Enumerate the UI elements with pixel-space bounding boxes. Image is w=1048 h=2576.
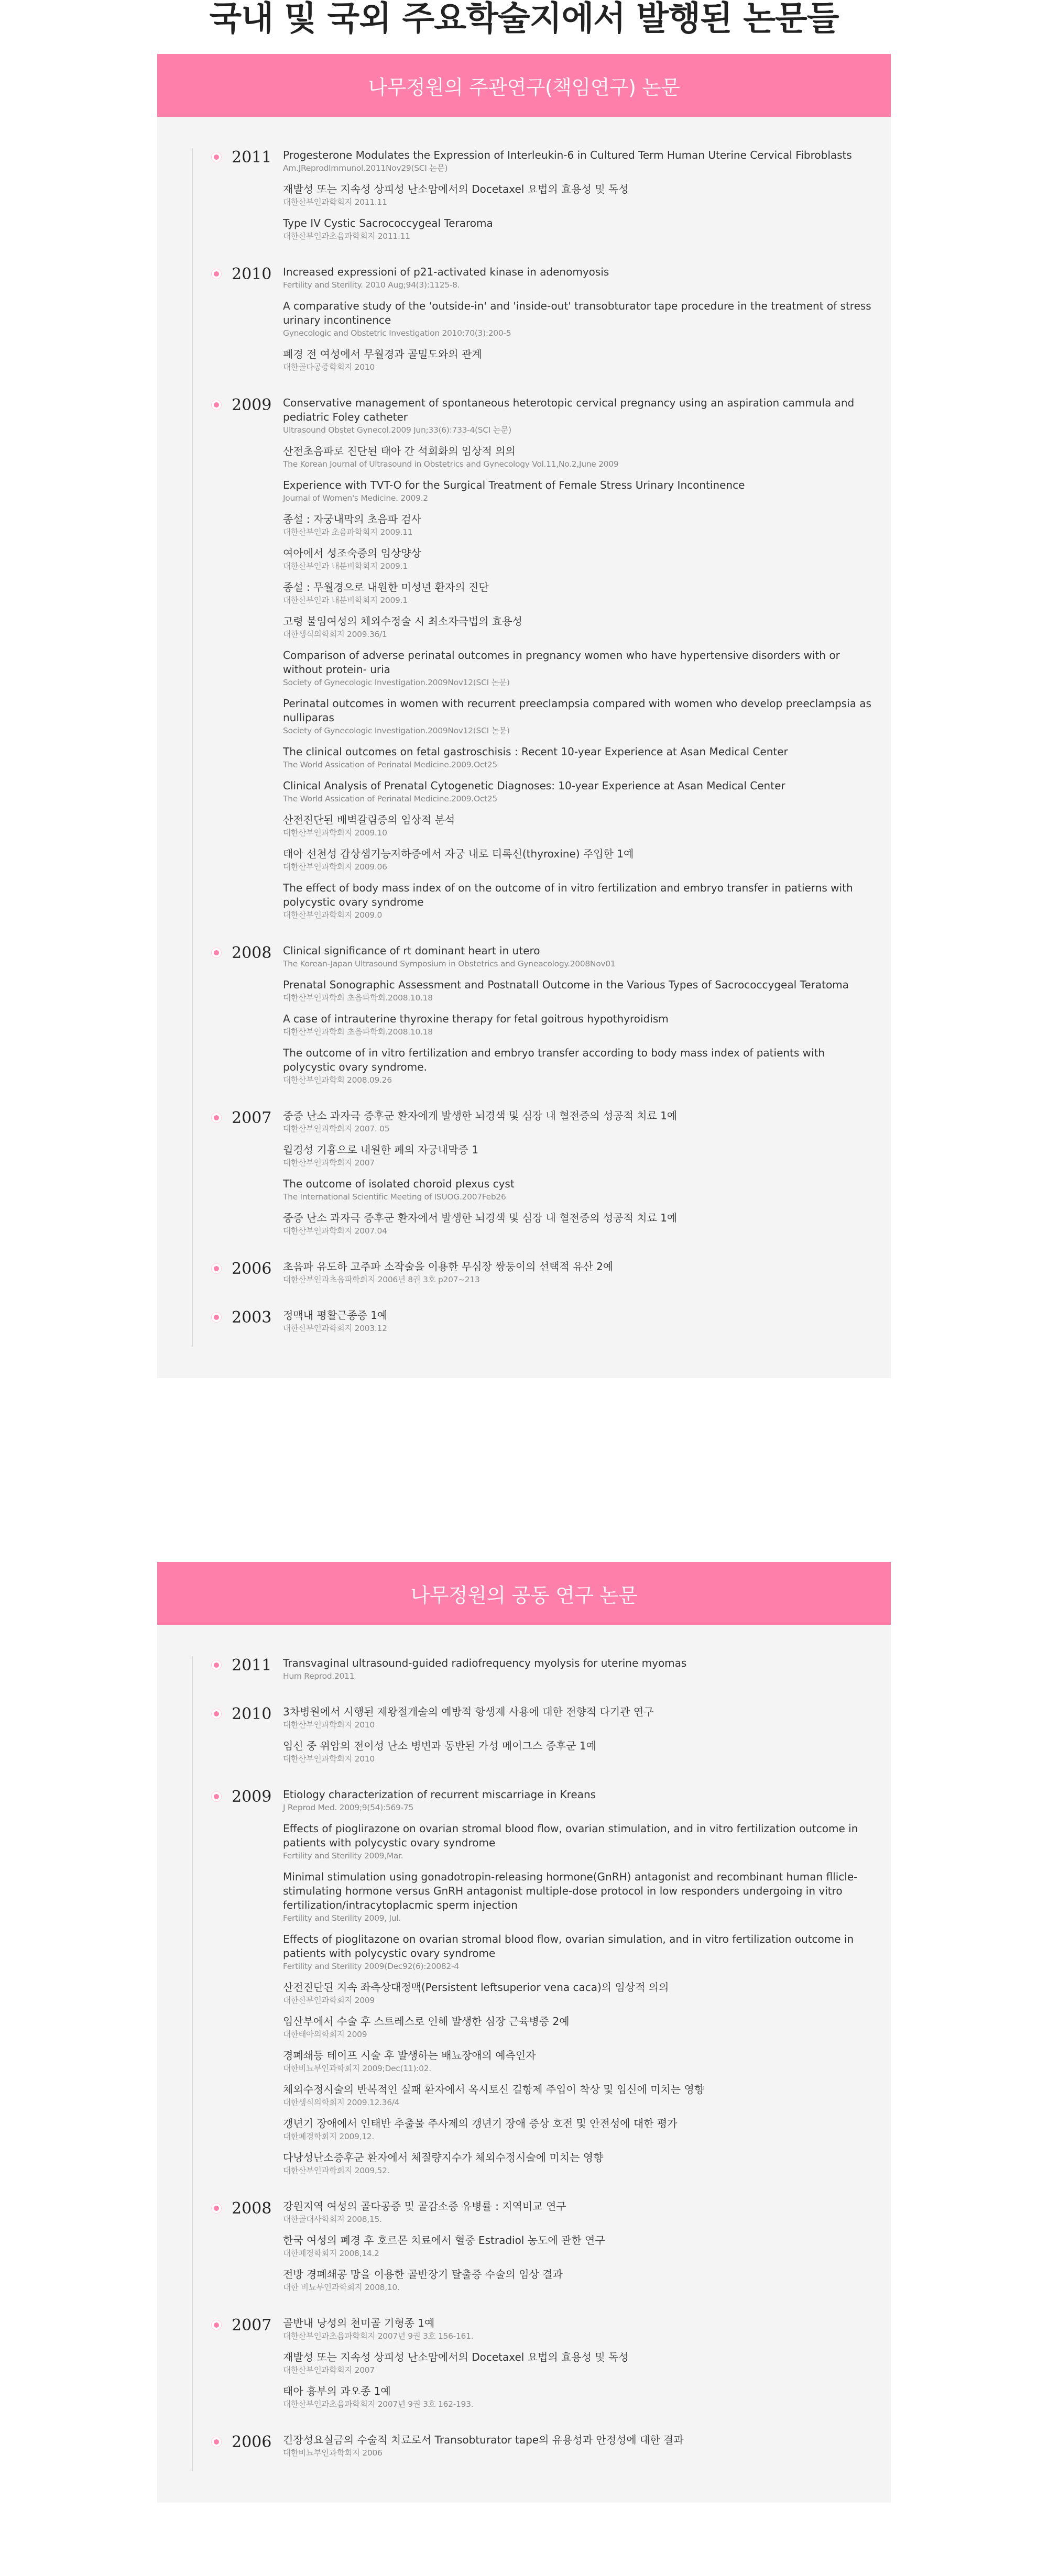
paper-item [283,745,875,770]
paper-title: 중증 난소 과자극 증후군 환자에서 발생한 뇌경색 및 심장 내 혈전증의 성공적 치료 1예 [283,1212,678,1224]
paper-source: 대한산부인과초음파학회지 2006년 8권 3호 p207~213 [283,1275,480,1284]
year-label: 2011 [232,148,272,167]
paper-source: 대한산부인과학회지 2009.0 [283,910,383,920]
paper-item [283,1870,875,1924]
paper-source: 대한산부인과학회지 2009 [283,1996,375,2005]
timeline-dot-icon [214,1315,219,1320]
year-label: 2011 [232,1656,272,1675]
paper-title: Transvaginal ultrasound-guided radiofrequency myolysis for uterine myomas [283,1657,687,1669]
paper-source: Fertility and Sterility 2009, Jul. [283,1913,401,1923]
paper-title: 전방 경폐쇄공 망을 이용한 골반장기 탈출증 수술의 임상 결과 [283,2268,563,2281]
paper-list [283,265,875,373]
year-group [157,1788,891,2176]
paper-source: 대한 비뇨부인과학회지 2008,10. [283,2283,400,2292]
year-label: 2007 [232,2316,272,2335]
paper-item [283,614,875,640]
paper-source: 대한산부인과학회 2008.09.26 [283,1075,392,1085]
paper-item [283,847,875,873]
year-group [157,1260,891,1285]
paper-item [283,1739,875,1765]
paper-item [283,1177,875,1203]
section-banner: 나무정원의 주관연구(책임연구) 논문 [157,54,891,117]
paper-item [283,2049,875,2074]
paper-source: 대한비뇨부인과학회지 2009;Dec(11):02. [283,2064,431,2073]
paper-title: 갱년기 장애에서 인태반 추출물 주사제의 갱년기 장애 증상 호전 및 안전성에 대한 평가 [283,2117,678,2130]
paper-list [283,2316,875,2410]
paper-source: 대한산부인과학회지 2010 [283,1754,375,1764]
timeline-dot-icon [214,950,219,955]
year-group [157,2433,891,2459]
year-groups [157,1656,891,2459]
paper-title: 정맥내 평활근종증 1예 [283,1309,388,1322]
paper-source: 대한산부인과학회지 2007 [283,1158,375,1168]
year-label: 2008 [232,2199,272,2218]
paper-item [283,2384,875,2410]
paper-source: Fertility and Sterility 2009(Dec92(6):20082-4 [283,1962,459,1971]
paper-source: Hum Reprod.2011 [283,1671,355,1681]
paper-item [283,2117,875,2142]
paper-title: 여아에서 성조숙증의 임상양상 [283,547,421,559]
paper-title: Clinical significance of rt dominant heart in utero [283,944,540,957]
paper-item [283,580,875,606]
paper-item [283,881,875,921]
paper-title: 폐경 전 여성에서 무월경과 골밀도와의 관계 [283,348,482,360]
paper-item [283,2083,875,2108]
year-label: 2009 [232,396,272,414]
paper-item [283,944,875,970]
paper-source: 대한산부인과 초음파학회지 2009.11 [283,527,413,537]
paper-item [283,216,875,242]
paper-source: 대한산부인과학회지 2011.11 [283,197,387,207]
year-group [157,2316,891,2410]
paper-list [283,1308,875,1334]
paper-item [283,148,875,174]
paper-source: 대한산부인과 내분비학회지 2009.1 [283,596,408,605]
paper-item [283,396,875,436]
paper-source: 대한산부인과학회 초음파학회.2008.10.18 [283,993,433,1003]
paper-title: 긴장성요실금의 수술적 치료로서 Transobturator tape의 유용성과 안정성에 대한 결과 [283,2434,684,2446]
paper-title: 산전진단된 배벽갈림증의 임상적 분석 [283,813,455,826]
paper-list [283,2199,875,2293]
year-group [157,1705,891,1765]
year-group [157,1656,891,1682]
timeline-dot-icon [214,271,219,277]
paper-item [283,299,875,339]
year-groups [157,148,891,1334]
paper-source: Gynecologic and Obstetric Investigation 2010:70(3):200-5 [283,328,511,338]
paper-item [283,2233,875,2259]
timeline-dot-icon [214,1711,219,1716]
timeline-dot-icon [214,155,219,160]
paper-item [283,1705,875,1731]
timeline [157,117,891,1378]
paper-title: Clinical Analysis of Prenatal Cytogenetic Diagnoses: 10-year Experience at Asan Medical Center [283,779,785,792]
paper-title: Perinatal outcomes in women with recurrent preeclampsia compared with women who develop preeclampsia as nulliparas [283,697,871,724]
paper-list [283,1109,875,1237]
paper-source: J Reprod Med. 2009;9(54):569-75 [283,1803,414,1812]
paper-title: Comparison of adverse perinatal outcomes in pregnancy women who have hypertensive disorders with or without protein- uria [283,649,840,676]
paper-item [283,2267,875,2293]
paper-item [283,697,875,736]
paper-title: 산전진단된 지속 좌측상대정맥(Persistent leftsuperior vena caca)의 임상적 의의 [283,1981,669,1994]
paper-title: 임산부에서 수술 후 스트레스로 인해 발생한 심장 근육병증 2예 [283,2015,570,2028]
paper-title: 체외수정시술의 반복적인 실패 환자에서 옥시토신 길항제 주입이 착상 및 임신에 미치는 영향 [283,2083,705,2096]
section-joint-research [157,1562,891,2503]
timeline-dot-icon [214,1663,219,1668]
paper-source: The International Scientific Meeting of ISUOG.2007Feb26 [283,1192,506,1202]
paper-list [283,1788,875,2176]
paper-title: 고령 불임여성의 체외수정술 시 최소자극법의 효용성 [283,615,522,628]
paper-source: 대한산부인과초음파학회지 2007년 9권 3호 162-193. [283,2399,474,2409]
paper-source: Journal of Women's Medicine. 2009.2 [283,493,428,503]
paper-source: 대한산부인과초음파학회지 2007년 9권 3호 156-161. [283,2331,474,2341]
year-label: 2010 [232,265,272,283]
paper-item [283,1788,875,1813]
timeline-dot-icon [214,402,219,408]
paper-list [283,2433,875,2459]
paper-title: 태아 흉부의 과오종 1예 [283,2385,391,2397]
year-label: 2009 [232,1788,272,1806]
paper-title: 종설 : 자궁내막의 초음파 검사 [283,513,422,525]
paper-source: The Korean Journal of Ultrasound in Obstetrics and Gynecology Vol.11,No.2,June 2009 [283,459,619,469]
paper-source: Fertility and Sterility 2009,Mar. [283,1851,403,1861]
year-group [157,944,891,1086]
paper-title: 종설 : 무월경으로 내원한 미성년 환자의 진단 [283,581,489,593]
paper-source: 대한산부인과초음파학회지 2011.11 [283,232,410,241]
paper-item [283,2433,875,2459]
paper-item [283,1822,875,1862]
paper-title: Etiology characterization of recurrent miscarriage in Kreans [283,1788,596,1801]
paper-item [283,648,875,688]
paper-title: The effect of body mass index of on the outcome of in vitro fertilization and embryo transfer in patierns with polycystic ovary syndrome [283,882,853,908]
year-label: 2007 [232,1109,272,1127]
paper-item [283,779,875,805]
paper-title: 중증 난소 과자극 증후군 환자에게 발생한 뇌경색 및 심장 내 혈전증의 성공적 치료 1예 [283,1109,678,1122]
year-group [157,1308,891,1334]
paper-item [283,2350,875,2376]
paper-item [283,265,875,291]
paper-list [283,148,875,242]
paper-title: 임신 중 위암의 전이성 난소 병변과 동반된 가성 메이그스 증후군 1예 [283,1740,596,1752]
year-label: 2008 [232,944,272,962]
paper-title: Prenatal Sonographic Assessment and Postnatall Outcome in the Various Types of Sacrococcygeal Teratoma [283,978,849,991]
paper-source: 대한산부인과학회 초음파학회.2008.10.18 [283,1027,433,1037]
paper-item [283,444,875,470]
paper-source: 대한산부인과 내분비학회지 2009.1 [283,562,408,571]
paper-source: 대한폐경학회지 2008,14.2 [283,2249,379,2258]
year-group [157,265,891,373]
paper-title: 3차병원에서 시행된 제왕절개술의 예방적 항생제 사용에 대한 전향적 다기관 연구 [283,1705,654,1718]
paper-title: 재발성 또는 지속성 상피성 난소암에서의 Docetaxel 요법의 효용성 및 독성 [283,183,629,195]
paper-title: A comparative study of the 'outside-in' and 'inside-out' transobturator tape procedure in the treatment of stress urinary incontinence [283,300,871,326]
year-label: 2006 [232,2433,272,2451]
paper-item [283,1046,875,1086]
paper-title: 경폐쇄등 테이프 시술 후 발생하는 배뇨장애의 예측인자 [283,2049,536,2062]
paper-item [283,2014,875,2040]
paper-list [283,944,875,1086]
section-banner: 나무정원의 공동 연구 논문 [157,1562,891,1625]
paper-title: 태아 선천성 갑상샘기능저하증에서 자궁 내로 티록신(thyroxine) 주입한 1예 [283,847,634,860]
paper-item [283,2316,875,2342]
timeline-dot-icon [214,2322,219,2328]
paper-source: 대한산부인과학회지 2007.04 [283,1226,387,1236]
timeline-dot-icon [214,2206,219,2211]
paper-source: 대한생식의학회지 2009.12.36/4 [283,2098,400,2107]
paper-item [283,1143,875,1169]
paper-source: 대한태아의학회지 2009 [283,2030,367,2039]
paper-source: 대한산부인과학회지 2010 [283,1720,375,1730]
paper-item [283,1012,875,1038]
paper-item [283,347,875,373]
paper-item [283,512,875,538]
paper-title: 골반내 낭성의 천미골 기형종 1예 [283,2317,435,2329]
paper-source: The Korean-Japan Ultrasound Symposium in Obstetrics and Gyneacology.2008Nov01 [283,959,616,968]
paper-title: Increased expressioni of p21-activated kinase in adenomyosis [283,266,609,278]
paper-item [283,1260,875,1285]
paper-source: 대한골대사학회지 2008,15. [283,2215,382,2224]
year-group [157,396,891,921]
paper-source: The World Assication of Perinatal Medicine.2009.Oct25 [283,760,497,769]
paper-title: Type IV Cystic Sacrococcygeal Teraroma [283,217,493,229]
paper-item [283,1211,875,1237]
paper-item [283,813,875,839]
paper-source: 대한골다공증학회지 2010 [283,362,375,372]
paper-source: 대한산부인과학회지 2009.06 [283,862,387,872]
paper-title: 재발성 또는 지속성 상피성 난소암에서의 Docetaxel 요법의 효용성 및 독성 [283,2351,629,2363]
paper-source: 대한생식의학회지 2009.36/1 [283,630,387,639]
paper-list [283,396,875,921]
paper-item [283,1980,875,2006]
paper-item [283,182,875,208]
paper-source: 대한산부인과학회지 2007. 05 [283,1124,390,1133]
paper-item [283,2151,875,2176]
year-group [157,2199,891,2293]
year-label: 2006 [232,1260,272,1278]
paper-title: 한국 여성의 폐경 후 호르몬 치료에서 혈중 Estradiol 농도에 관한 연구 [283,2234,605,2247]
paper-title: 초음파 유도하 고주파 소작술을 이용한 무심장 쌍둥이의 선택적 유산 2예 [283,1260,614,1273]
paper-title: Experience with TVT-O for the Surgical Treatment of Female Stress Urinary Incontinence [283,479,745,491]
paper-title: Conservative management of spontaneous heterotopic cervical pregnancy using an aspiration cammula and pediatric Foley catheter [283,397,855,423]
paper-title: The outcome of in vitro fertilization and embryo transfer according to body mass index of patients with polycystic ovary syndrome. [283,1047,825,1073]
paper-title: 산전초음파로 진단된 태아 간 석회화의 임상적 의의 [283,445,516,457]
paper-source: The World Assication of Perinatal Medicine.2009.Oct25 [283,794,497,803]
paper-source: 대한산부인과학회지 2007 [283,2365,375,2375]
paper-title: The clinical outcomes on fetal gastroschisis : Recent 10-year Experience at Asan Medical Center [283,745,788,758]
paper-source: Am.JReprodImmunol.2011Nov29(SCI 논문) [283,163,448,173]
section-lead-research [157,54,891,1378]
paper-source: 대한산부인과학회지 2003.12 [283,1324,387,1333]
paper-title: Minimal stimulation using gonadotropin-releasing hormone(GnRH) antagonist and recombinant human fllicle-stimulating hormone versus GnRH antagonist multiple-dose protocol in low responders undergoing in vitro fertilization/intracytoplacmic sperm injection [283,1870,858,1911]
paper-item [283,1109,875,1135]
timeline-dot-icon [214,1794,219,1799]
year-group [157,1109,891,1237]
paper-title: A case of intrauterine thyroxine therapy for fetal goitrous hypothyroidism [283,1012,669,1025]
paper-list [283,1705,875,1765]
timeline [157,1625,891,2503]
paper-title: 강원지역 여성의 골다공증 및 골감소증 유병률 : 지역비교 연구 [283,2200,566,2212]
paper-source: Fertility and Sterility. 2010 Aug;94(3):1125-8. [283,280,460,290]
timeline-dot-icon [214,1266,219,1271]
paper-source: 대한폐경학회지 2009,12. [283,2132,374,2141]
timeline-dot-icon [214,2439,219,2445]
timeline-dot-icon [214,1115,219,1120]
year-group [157,148,891,242]
year-label: 2003 [232,1308,272,1327]
paper-title: The outcome of isolated choroid plexus cyst [283,1177,515,1190]
paper-item [283,546,875,572]
year-label: 2010 [232,1705,272,1723]
paper-source: Ultrasound Obstet Gynecol.2009 Jun;33(6):733-4(SCI 논문) [283,425,511,435]
paper-title: Progesterone Modulates the Expression of Interleukin-6 in Cultured Term Human Uterine Cervical Fibroblasts [283,149,852,161]
paper-source: Society of Gynecologic Investigation.2009Nov12(SCI 논문) [283,726,510,735]
paper-source: 대한비뇨부인과학회지 2006 [283,2448,383,2458]
paper-source: 대한산부인과학회지 2009.10 [283,828,387,838]
paper-source: Society of Gynecologic Investigation.2009Nov12(SCI 논문) [283,678,510,687]
paper-title: 다낭성난소증후군 환자에서 체질량지수가 체외수정시술에 미치는 영향 [283,2151,604,2164]
page-title: 국내 및 국외 주요학술지에서 발행된 논문들 [209,0,839,38]
paper-item [283,1656,875,1682]
paper-item [283,978,875,1004]
paper-item [283,478,875,504]
paper-item [283,1308,875,1334]
paper-title: Effects of pioglirazone on ovarian stromal blood flow, ovarian stimulation, and in vitro fertilization outcome in patients with polycystic ovary syndrome [283,1822,858,1849]
paper-title: 월경성 기흉으로 내원한 폐의 자궁내막증 1 [283,1143,478,1156]
paper-title: Effects of pioglitazone on ovarian stromal blood flow, ovarian simulation, and in vitro fertilization outcome in patients with polycystic ovary syndrome [283,1933,854,1959]
paper-list [283,1656,875,1682]
paper-list [283,1260,875,1285]
paper-item [283,1932,875,1972]
paper-item [283,2199,875,2225]
paper-source: 대한산부인과학회지 2009,52. [283,2166,390,2175]
